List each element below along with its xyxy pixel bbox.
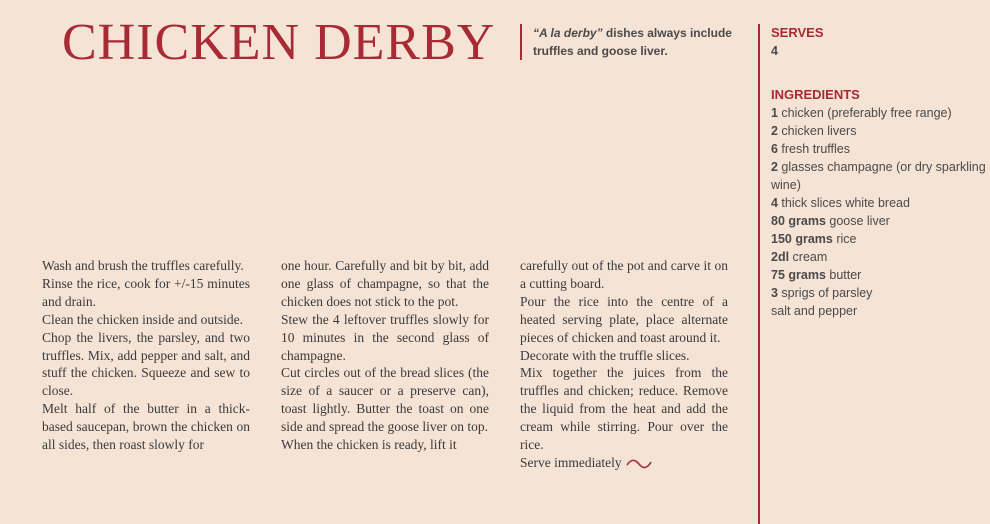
method-paragraph [42, 329, 250, 401]
ingredients-sidebar [758, 24, 986, 524]
ingredient-item [771, 212, 986, 230]
ingredient-text: salt and pepper [771, 304, 858, 318]
method-paragraph [520, 347, 728, 365]
ingredient-item [771, 158, 986, 194]
serves-heading: SERVES [771, 25, 824, 40]
serves-value: 4 [771, 44, 778, 58]
ingredient-qty: 80 grams [771, 214, 826, 228]
method-text: carefully out of the pot and carve it on a cutting board. [520, 258, 728, 291]
method-text: Stew the 4 leftover truffles slowly for 10 minutes in the second glass of champagne. [281, 311, 489, 363]
method-text: Chop the livers, the parsley, and two truffles. Mix, add pepper and salt, and stuff the chicken. Squeeze and sew to close. [42, 329, 250, 399]
method-text: Rinse the rice, cook for +/-15 minutes and drain. [42, 275, 250, 309]
ingredients-list [771, 104, 986, 320]
ingredient-qty: 1 [771, 106, 778, 120]
ingredient-item [771, 140, 986, 158]
note-italic: “A la derby” [533, 26, 603, 40]
method-text: one hour. Carefully and bit by bit, add one glass of champagne, so that the chicken does not stick to the pot. [281, 258, 489, 309]
ingredient-item [771, 194, 986, 212]
method-column-1 [42, 257, 250, 454]
method-text: Clean the chicken inside and outside. [42, 311, 243, 327]
note-text: dishes always include truffles and goose liver. [533, 26, 732, 58]
ingredient-item [771, 122, 986, 140]
method-paragraph [42, 257, 250, 275]
ingredient-item [771, 302, 986, 320]
ingredient-text: rice [832, 232, 857, 246]
ingredient-text: glasses champagne (or dry sparkling wine) [771, 160, 986, 192]
ingredient-qty: 2dl [771, 250, 790, 264]
method-paragraph [281, 364, 489, 436]
ingredient-text: fresh truffles [777, 142, 850, 156]
method-paragraph [520, 293, 728, 347]
method-text: Wash and brush the truffles carefully. [42, 258, 244, 273]
ingredient-text: chicken (preferably free range) [777, 106, 952, 120]
ingredient-qty: 2 [771, 124, 778, 138]
ingredient-qty: 3 [771, 286, 778, 300]
ingredient-item [771, 104, 986, 122]
ingredient-text: butter [825, 268, 862, 282]
method-column-2 [281, 257, 489, 454]
method-paragraph [520, 364, 728, 454]
ingredients-heading: INGREDIENTS [771, 87, 860, 102]
method-paragraph [281, 257, 489, 311]
method-paragraph [42, 311, 250, 329]
method-text: Serve immediately [520, 454, 622, 470]
method-text: Mix together the juices from the truffles and chicken; reduce. Remove the liquid from the heat and add the cream while stirring. Pour over the rice. [520, 365, 728, 453]
ingredient-qty: 75 grams [771, 268, 826, 282]
method-paragraph [42, 400, 250, 454]
intro-note [520, 24, 743, 60]
method-text: Melt half of the butter in a thick-based saucepan, brown the chicken on all sides, then roast slowly for [42, 401, 250, 453]
ingredient-qty: 4 [771, 196, 778, 210]
method-paragraph [520, 257, 728, 293]
ingredient-item [771, 284, 986, 302]
ingredient-text: chicken livers [777, 124, 857, 138]
ingredient-item [771, 248, 986, 266]
ingredient-text: thick slices white bread [777, 196, 910, 210]
method-paragraph [281, 436, 489, 454]
method-column-3 [520, 257, 728, 472]
method-text: Cut circles out of the bread slices (the size of a saucer or a preserve can), toast lightly. Butter the toast on one side and spread the goose liver on top. [281, 365, 489, 435]
ingredient-qty: 150 grams [771, 232, 833, 246]
ingredient-item [771, 230, 986, 248]
recipe-title: CHICKEN DERBY [62, 14, 496, 71]
method-text: When the chicken is ready, lift it [281, 437, 457, 453]
method-paragraph [520, 454, 728, 472]
ingredient-qty: 2 [771, 160, 778, 174]
ingredient-text: goose liver [825, 214, 890, 228]
method-text: Decorate with the truffle slices. [520, 347, 690, 363]
method-text: Pour the rice into the centre of a heated serving plate, place alternate pieces of chicken and toast around it. [520, 293, 728, 345]
ingredient-qty: 6 [771, 142, 778, 156]
ingredient-item [771, 266, 986, 284]
method-paragraph [281, 311, 489, 365]
ingredient-text: sprigs of parsley [777, 286, 873, 300]
ingredient-text: cream [789, 250, 828, 264]
method-paragraph [42, 275, 250, 311]
end-flourish-icon [626, 459, 652, 469]
